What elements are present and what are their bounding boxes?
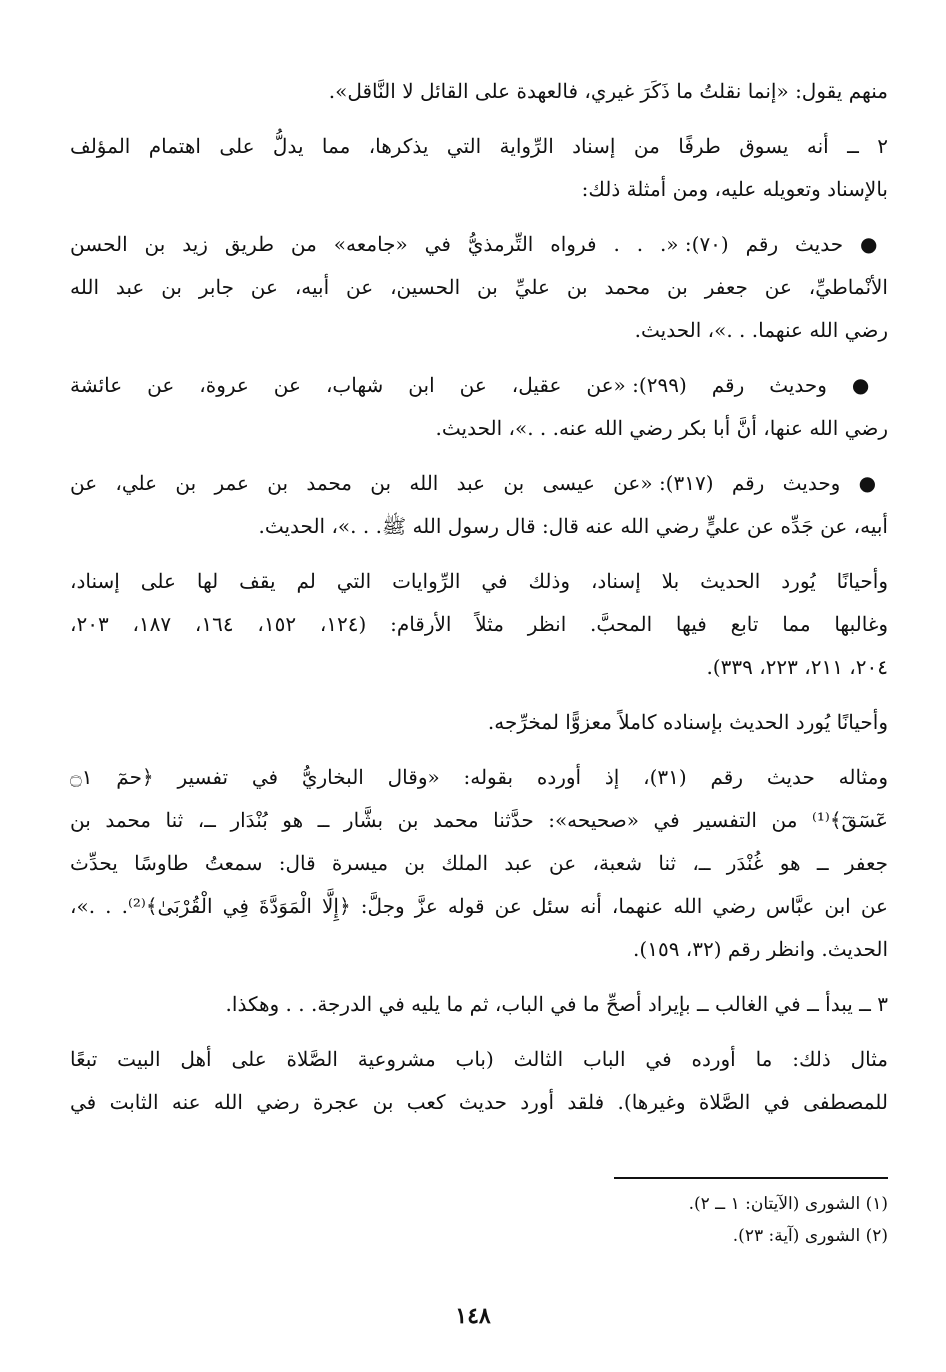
text-line: عٓسٓقٓ﴾⁽¹⁾ من التفسير في «صحيحه»: حدَّثنا محمد بن بشَّار ــ هو بُنْدَار ــ، ثنا محمد بن <box>70 808 888 832</box>
paragraph-no-isnad <box>70 560 888 689</box>
text-line: ● وحديث رقم (٣١٧): «عن عيسى بن عبد الله بن محمد بن عمر بن علي، عن <box>70 471 888 495</box>
text-line: ٣ ــ يبدأ ــ في الغالب ــ بإيراد أصحِّ ما في الباب، ثم ما يليه في الدرجة. . . وهكذا. <box>225 992 888 1016</box>
text-line: ٢٠٤، ٢١١، ٢٢٣، ٣٣٩). <box>706 655 888 679</box>
text-line: أبيه، عن جَدِّه عن عليٍّ رضي الله عنه قال: قال رسول الله ﷺ. . .»، الحديث. <box>258 514 888 538</box>
paragraph-point-3 <box>70 983 888 1026</box>
text-line: مثال ذلك: ما أورده في الباب الثالث (باب مشروعية الصَّلاة على أهل البيت تبعًا <box>70 1047 888 1071</box>
footnote-2: (٢) الشورى (آية: ٢٣). <box>732 1226 888 1246</box>
text-line: رضي الله عنهما. . .»، الحديث. <box>634 318 888 342</box>
text-line: ● وحديث رقم (٢٩٩): «عن عقيل، عن ابن شهاب، عن عروة، عن عائشة <box>70 373 888 397</box>
text-line: بالإسناد وتعويله عليه، ومن أمثلة ذلك: <box>581 177 888 201</box>
text-line: وغالبها مما تابع فيها المحبَّ. انظر مثلاً الأرقام: (١٢٤، ١٥٢، ١٦٤، ١٨٧، ٢٠٣، <box>70 612 888 636</box>
text-line: الأنْماطيِّ، عن جعفر بن محمد بن عليِّ بن الحسين، عن أبيه، عن جابر بن عبد الله <box>70 275 888 299</box>
footnote-separator <box>614 1177 888 1179</box>
text-line: وأحيانًا يُورد الحديث بلا إسناد، وذلك في الرِّوايات التي لم يقف لها على إسناد، <box>70 569 888 593</box>
text-line: جعفر ــ هو غُنْدَر ــ، ثنا شعبة، عن عبد الملك بن ميسرة قال: سمعتُ طاوسًا يحدِّث <box>70 851 888 875</box>
paragraph-full-isnad <box>70 701 888 744</box>
paragraph-hadith-317 <box>70 462 888 548</box>
footnotes <box>488 1188 888 1252</box>
paragraph-example-31 <box>70 756 888 971</box>
paragraph-hadith-299 <box>70 364 888 450</box>
text-line: عن ابن عبَّاس رضي الله عنهما، أنه سئل عن قوله عزَّ وجلَّ: ﴿إِلَّا الْمَوَدَّةَ فِي الْقُرْبَىٰ﴾⁽²⁾. . .»، <box>70 894 888 918</box>
text-line: رضي الله عنها، أنَّ أبا بكر رضي الله عنه. . .»، الحديث. <box>435 416 888 440</box>
paragraph-point-2 <box>70 125 888 211</box>
paragraph-intro <box>70 70 888 113</box>
paragraph-example-chapter-3 <box>70 1038 888 1124</box>
text-line: ومثاله حديث رقم (٣١)، إذ أورده بقوله: «وقال البخاريُّ في تفسير ﴿حمٓ ۝١ <box>70 765 888 789</box>
text-line: ٢ ــ أنه يسوق طرفًا من إسناد الرِّواية التي يذكرها، مما يدلُّ على اهتمام المؤلف <box>70 134 888 158</box>
text-line: الحديث. وانظر رقم (٣٢، ١٥٩). <box>633 937 888 961</box>
text-line: منهم يقول: «إنما نقلتُ ما ذَكَرَ غيري، فالعهدة على القائل لا النَّاقل». <box>328 79 888 103</box>
text-line: وأحيانًا يُورد الحديث بإسناده كاملاً معزوًّا لمخرِّجه. <box>487 710 888 734</box>
page-number: ١٤٨ <box>455 1303 491 1329</box>
text-line: للمصطفى في الصَّلاة وغيرها). فلقد أورد حديث كعب بن عجرة رضي الله عنه الثابت في <box>70 1090 888 1114</box>
text-line: ● حديث رقم (٧٠): «. . . فرواه التِّرمذيُّ في «جامعه» من طريق زيد بن الحسن <box>70 232 888 256</box>
page-body <box>70 70 888 1136</box>
paragraph-hadith-70 <box>70 223 888 352</box>
footnote-1: (١) الشورى (الآيتان: ١ ــ ٢). <box>688 1194 888 1214</box>
